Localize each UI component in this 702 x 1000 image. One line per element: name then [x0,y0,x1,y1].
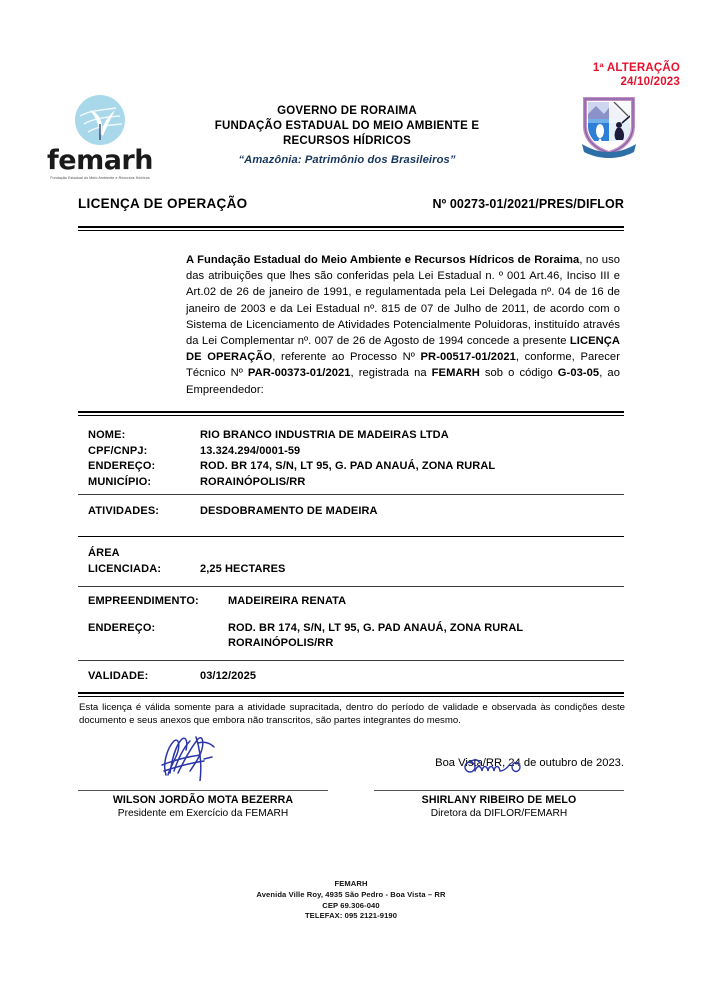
field-label-endereco: ENDEREÇO: [88,460,156,472]
field-value-area: 2,25 HECTARES [200,562,286,575]
gov-line-3: RECURSOS HÍDRICOS [283,135,411,147]
divider-area-top [78,536,624,537]
signature-director [374,790,624,821]
license-body-text [186,252,620,398]
body-text-5: sob o código [479,367,558,380]
signature-name-president: WILSON JORDÃO MOTA BEZERRA [112,794,294,806]
divider-fields-top [78,411,624,416]
field-value-atividades: DESDOBRAMENTO DE MADEIRA [200,505,378,517]
signature-line-director [374,790,624,791]
footer-telefax: TELEFAX: 095 2121-9190 [304,911,398,921]
field-row-validade [88,669,624,685]
document-header [0,62,702,182]
field-label-empreendimento: EMPREENDIMENTO: [88,595,199,607]
signature-line-president [78,790,328,791]
alteration-stamp [524,62,684,89]
body-text-3: , conforme, Parecer Técnico Nº [186,351,620,380]
handwritten-signature-icon [78,733,328,781]
field-value-endereco-2 [228,621,523,652]
license-number: Nº 00273-01/2021/PRES/DIFLOR [432,197,624,211]
field-group-area [88,546,624,577]
body-text-1: , no uso das atribuições que lhes são conferidas pela Lei Estadual n. º 001 Art.46, Inciso III e Art.02 de 26 de janeiro de 1991, e regulamentada pela Lei Delegada nº. 04 de 16 de janeiro de 2003 e da Lei Estadual nº. 815 de 07 de Julho de 2011, de acordo com o Sistema de Licenciamento de Atividades Potencialmente Poluidoras, instituído através da Lei Complementar nº. 007 de 26 de Agosto de 1994 concede a presente [186,254,620,348]
body-bold-entity: A Fundação Estadual do Meio Ambiente e Recursos Hídricos de Roraima [186,254,580,266]
body-bold-femarh: FEMARH [431,367,480,380]
field-group-empreendedor [88,428,624,490]
field-group-empreendimento [88,594,624,652]
field-label-endereco-2: ENDEREÇO: [88,621,156,634]
field-label-nome: NOME: [88,429,126,441]
field-value-empreendimento: MADEIREIRA RENATA [228,595,347,607]
femarh-logo [36,94,164,181]
logo-wordmark: femarh [47,145,153,176]
organization-title [172,104,522,168]
body-text-2: , referente ao Processo Nº [272,351,421,364]
gov-line-1: GOVERNO DE RORAIMA [277,105,417,117]
field-row-cnpj [88,444,624,460]
alteration-stamp-line-2: 24/10/2023 [620,75,680,88]
signature-president [78,790,328,821]
divider-empreendimento-top [78,586,624,587]
slogan: “Amazônia: Patrimônio dos Brasileiros” [238,154,456,166]
field-value-endereco-2-line2: RORAINÓPOLIS/RR [228,637,334,649]
field-label-area-line1: ÁREA [88,547,120,559]
field-value-nome: RIO BRANCO INDUSTRIA DE MADEIRAS LTDA [200,429,449,441]
field-value-municipio: RORAINÓPOLIS/RR [200,475,306,488]
footer-address: Avenida Ville Roy, 4935 São Pedro - Boa Vista – RR [256,889,446,899]
field-value-validade: 03/12/2025 [200,670,257,682]
field-label-cnpj: CPF/CNPJ: [88,444,148,457]
body-bold-process: PR-00517-01/2021 [420,351,516,364]
signature-role-director: Diretora da DIFLOR/FEMARH [430,808,568,819]
field-label-validade: VALIDADE: [88,670,149,682]
divider-validade-top [78,660,624,661]
body-bold-license: LICENÇA DE OPERAÇÃO [186,335,620,364]
divider-top [78,226,624,231]
place-and-date: Boa Vista/RR, 24 de outubro de 2023. [435,757,624,769]
field-value-endereco: ROD. BR 174, S/N, LT 95, G. PAD ANAUÁ, ZONA RURAL [200,460,496,472]
roraima-coat-of-arms-icon [578,92,640,158]
body-text-4: , registrada na [350,367,432,380]
field-row-endereco-2 [88,621,624,652]
alteration-stamp-line-1: 1ª ALTERAÇÃO [592,62,680,74]
gov-line-2: FUNDAÇÃO ESTADUAL DO MEIO AMBIENTE E [214,120,480,132]
field-row-municipio [88,475,624,491]
divider-fields-bottom [78,692,624,697]
signature-name-director: SHIRLANY RIBEIRO DE MELO [421,794,577,806]
logo-subtitle: Fundação Estadual do Meio Ambiente e Recursos Hídricos [50,176,150,180]
field-row-atividades [88,504,624,520]
field-label-area-line2: LICENCIADA: [88,562,162,575]
document-footer [0,879,702,922]
body-bold-parecer: PAR-00373-01/2021 [247,367,351,380]
leaf-circle-logo-icon [74,94,126,146]
footer-org: FEMARH [334,879,368,888]
field-label-area [88,546,200,577]
field-row-empreendimento [88,594,624,610]
signature-block [78,790,624,821]
body-bold-code: G-03-05 [557,367,600,380]
field-label-municipio: MUNICÍPIO: [88,475,152,488]
field-value-endereco-2-line1: ROD. BR 174, S/N, LT 95, G. PAD ANAUÁ, ZONA RURAL [228,621,524,634]
signature-role-president: Presidente em Exercício da FEMARH [117,808,289,819]
validity-disclaimer: Esta licença é válida somente para a atividade supracitada, dentro do período de validade e observada às condições deste documento e seus anexos que embora não transcritos, são partes integrantes do mesmo. [79,702,625,727]
license-title: LICENÇA DE OPERAÇÃO [78,196,248,211]
license-title-row [78,196,624,211]
field-group-atividades [88,504,624,520]
body-text-6: , ao Empreendedor: [186,367,620,396]
field-label-atividades: ATIVIDADES: [88,505,160,517]
footer-cep: CEP 69.306-040 [322,900,380,910]
field-row-endereco [88,459,624,475]
field-value-cnpj: 13.324.294/0001-59 [200,444,301,457]
divider-atividades-top [78,494,624,495]
field-row-nome [88,428,624,444]
field-row-area [88,546,624,577]
field-group-validade [88,669,624,685]
